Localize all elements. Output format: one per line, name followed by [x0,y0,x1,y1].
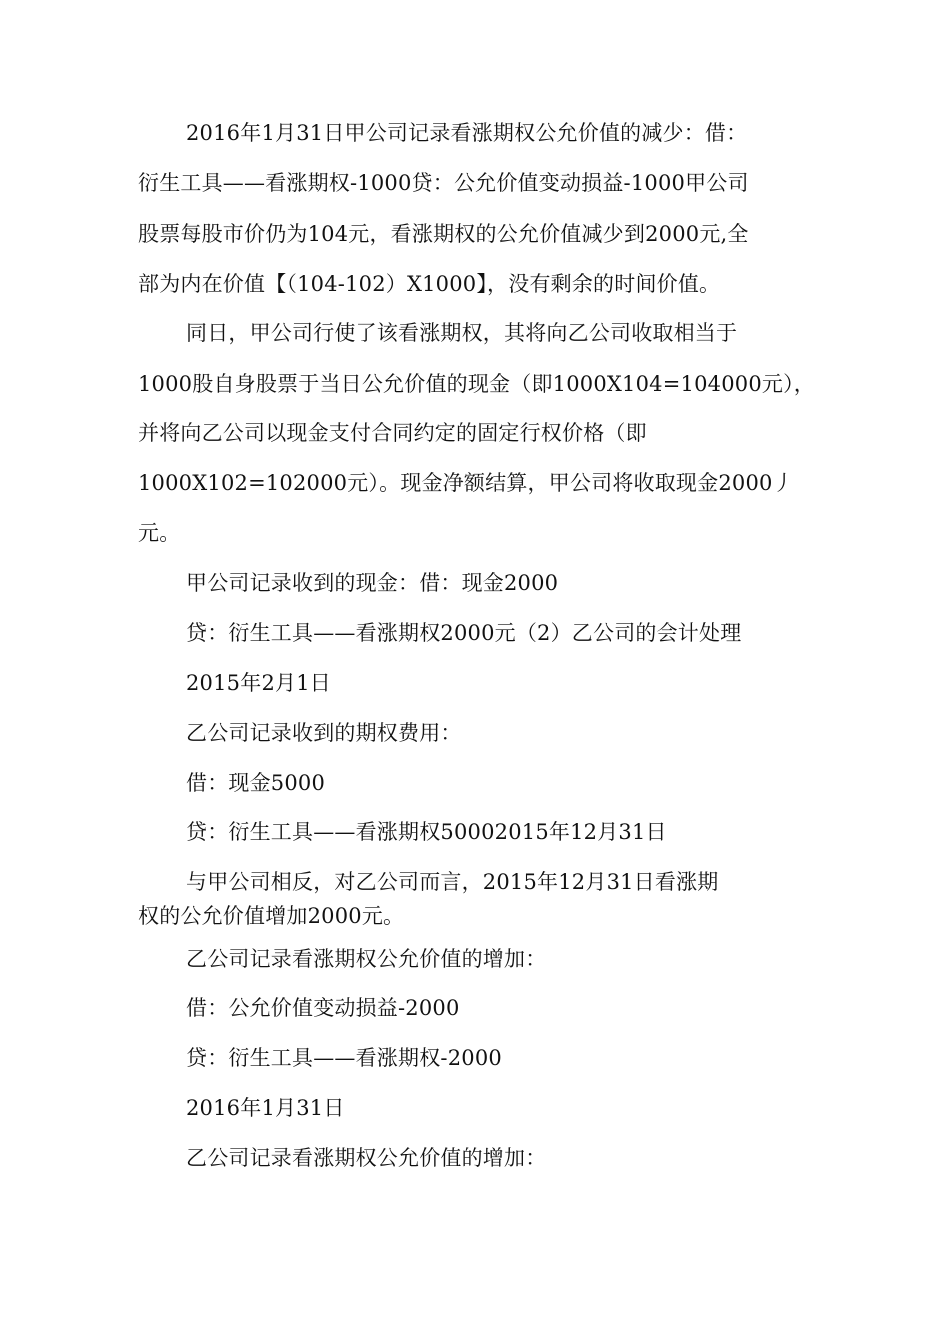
paragraph-line: 贷：衍生工具——看涨期权-2000 [186,1046,502,1070]
paragraph-line: 2016年1月31日甲公司记录看涨期权公允价值的减少：借： [186,121,748,145]
paragraph-line: 元。 [138,521,181,545]
paragraph-line: 借：现金5000 [186,771,326,795]
paragraph-line: 贷：衍生工具——看涨期权2000元（2）乙公司的会计处理 [186,621,742,645]
paragraph-line: 乙公司记录看涨期权公允价值的增加： [186,947,547,971]
paragraph-line: 与甲公司相反，对乙公司而言，2015年12月31日看涨期 [186,870,719,894]
paragraph-line: 衍生工具——看涨期权-1000贷：公允价值变动损益-1000甲公司 [138,171,749,195]
paragraph-line: 2015年2月1日 [186,671,331,695]
paragraph-line: 借：公允价值变动损益-2000 [186,996,460,1020]
paragraph-line: 权的公允价值增加2000元。 [138,904,405,928]
paragraph-line: 股票每股市价仍为104元，看涨期权的公允价值减少到2000元,全 [138,222,749,246]
paragraph-line: 乙公司记录收到的期权费用： [186,721,462,745]
paragraph-line: 部为内在价值【（104-102）X1000】，没有剩余的时间价值。 [138,272,721,296]
paragraph-line: 同日，甲公司行使了该看涨期权，其将向乙公司收取相当于 [186,321,738,345]
paragraph-line: 2016年1月31日 [186,1096,345,1120]
paragraph-line: 并将向乙公司以现金支付合同约定的固定行权价格（即 [138,421,647,445]
paragraph-line: 贷：衍生工具——看涨期权50002015年12月31日 [186,820,667,844]
paragraph-line: 1000X102=102000元）。现金净额结算，甲公司将收取现金2000丿 [138,471,794,495]
paragraph-line: 甲公司记录收到的现金：借：现金2000 [186,571,559,595]
paragraph-line: 1000股自身股票于当日公允价值的现金（即1000X104=104000元）， [138,372,815,396]
paragraph-line: 乙公司记录看涨期权公允价值的增加： [186,1146,547,1170]
